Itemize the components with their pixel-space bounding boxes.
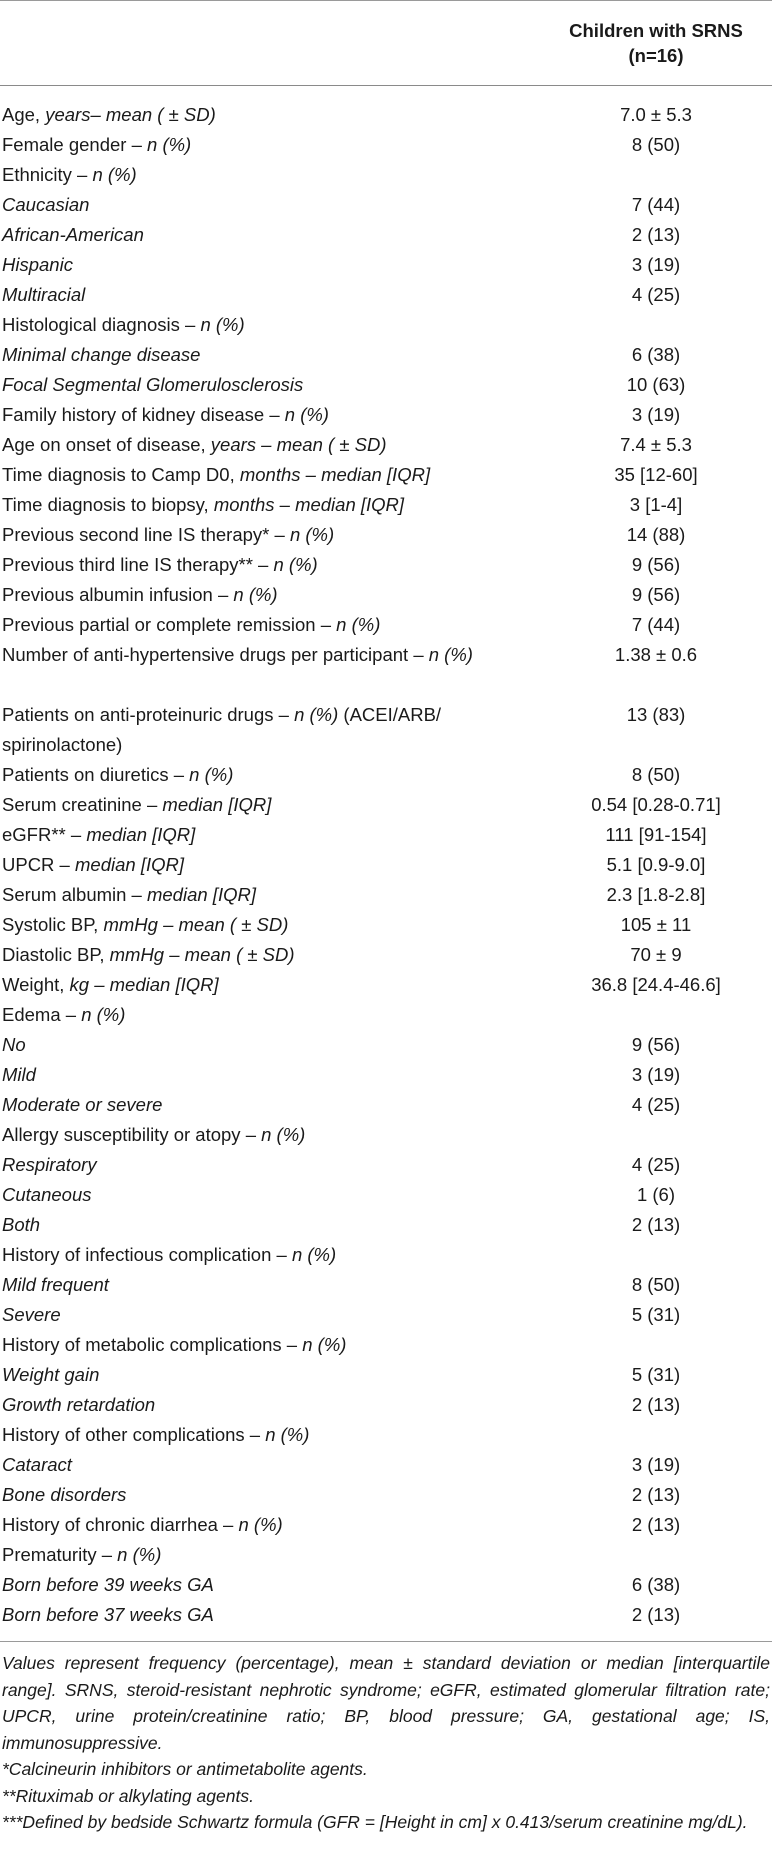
- row-label: [2, 1211, 510, 1238]
- row-label-italic: Focal Segmental Glomerulosclerosis: [2, 374, 304, 395]
- table-row: [0, 611, 772, 641]
- table-row: [0, 461, 772, 491]
- row-label-text: Systolic BP,: [2, 914, 104, 935]
- row-label-italic: mmHg – mean ( ± SD): [109, 944, 295, 965]
- table-row: [0, 791, 772, 821]
- row-label-italic: n (%): [284, 404, 329, 425]
- row-label-text: Edema –: [2, 1004, 82, 1025]
- row-label: [2, 1181, 510, 1208]
- row-value: 7.4 ± 5.3: [620, 434, 692, 455]
- row-label-text: History of chronic diarrhea –: [2, 1514, 239, 1535]
- row-label-italic: months – median [IQR]: [239, 464, 431, 485]
- table-row: [0, 1361, 772, 1391]
- row-label-italic: years – mean ( ± SD): [210, 434, 387, 455]
- row-label-italic: n (%): [92, 164, 137, 185]
- row-label-italic: Hispanic: [2, 254, 73, 275]
- row-label: [2, 221, 510, 248]
- row-label-italic: Weight gain: [2, 1364, 100, 1385]
- table-row: [0, 1421, 772, 1451]
- row-value: 35 [12-60]: [614, 464, 698, 485]
- row-value: 5 (31): [631, 1304, 681, 1325]
- row-label: [2, 851, 510, 878]
- row-label-text: Patients on diuretics –: [2, 764, 190, 785]
- table-row: [0, 191, 772, 221]
- row-value: 7.0 ± 5.3: [620, 104, 692, 125]
- row-value: 2.3 [1.8-2.8]: [606, 884, 706, 905]
- table-row: [0, 641, 772, 701]
- table-row: [0, 701, 772, 761]
- row-label-text: Serum creatinine –: [2, 794, 163, 815]
- row-label-italic: n (%): [291, 1244, 337, 1265]
- row-value: 4 (25): [631, 1154, 681, 1175]
- row-label-italic: Multiracial: [2, 284, 86, 305]
- row-label: [2, 1331, 510, 1358]
- row-label-italic: No: [2, 1034, 26, 1055]
- row-label-text: Previous second line IS therapy* –: [2, 524, 290, 545]
- row-label-italic: Born before 37 weeks GA: [2, 1604, 214, 1625]
- table-footnotes: [2, 1650, 770, 1836]
- row-value: 36.8 [24.4-46.6]: [591, 974, 721, 995]
- row-label: [2, 1391, 510, 1418]
- table-row: [0, 431, 772, 461]
- row-label-italic: n (%): [336, 614, 381, 635]
- row-label: [2, 1001, 510, 1028]
- row-label: [2, 1271, 510, 1298]
- table-row: [0, 491, 772, 521]
- row-label-italic: mmHg – mean ( ± SD): [103, 914, 289, 935]
- row-label-italic: median [IQR]: [86, 824, 196, 845]
- table-row: [0, 131, 772, 161]
- row-value: 2 (13): [631, 224, 681, 245]
- row-label: [2, 311, 510, 338]
- row-label-italic: African-American: [2, 224, 144, 245]
- table-row: [0, 1241, 772, 1271]
- row-label: [2, 371, 510, 398]
- row-value: 8 (50): [631, 134, 681, 155]
- table-row: [0, 251, 772, 281]
- table-row: [0, 581, 772, 611]
- row-value: 70 ± 9: [630, 944, 682, 965]
- row-label-italic: Caucasian: [2, 194, 90, 215]
- table-row: [0, 1541, 772, 1571]
- row-label-italic: n (%): [294, 704, 339, 725]
- row-value: 4 (25): [631, 284, 681, 305]
- table-row: [0, 161, 772, 191]
- footnote-1: *Calcineurin inhibitors or antimetabolite agents.: [2, 1759, 368, 1779]
- row-label: [2, 640, 510, 670]
- row-label-text: History of metabolic complications –: [2, 1334, 303, 1355]
- row-label-italic: Bone disorders: [2, 1484, 127, 1505]
- row-label-suffix: (ACEI/ARB/ spirinolactone): [2, 704, 442, 755]
- row-value: 8 (50): [631, 764, 681, 785]
- row-label: [2, 521, 510, 548]
- row-label-italic: n (%): [302, 1334, 347, 1355]
- row-label: [2, 1601, 510, 1628]
- row-value: 3 [1-4]: [629, 494, 683, 515]
- row-value: 5.1 [0.9-9.0]: [606, 854, 706, 875]
- table-row: [0, 371, 772, 401]
- row-label-text: Weight,: [2, 974, 70, 995]
- footnote-legend: Values represent frequency (percentage), mean ± standard deviation or median [interquartile range]. SRNS, steroid-resistant nephrotic syndrome; eGFR, estimated glomerular filtration rate; UPCR, urine protein/creatinine ratio; BP, blood pressure; GA, gestational age; IS, immunosuppressive.: [2, 1653, 770, 1753]
- row-label-italic: n (%): [265, 1424, 310, 1445]
- table-row: [0, 761, 772, 791]
- row-value: 3 (19): [631, 404, 681, 425]
- row-label-italic: Both: [2, 1214, 41, 1235]
- column-header: [540, 18, 772, 68]
- table-row: [0, 341, 772, 371]
- row-label-italic: Cataract: [2, 1454, 72, 1475]
- table-row: [0, 1451, 772, 1481]
- row-label: [2, 700, 510, 760]
- table-row: [0, 1121, 772, 1151]
- row-label: [2, 941, 510, 968]
- row-label: [2, 1481, 510, 1508]
- table-row: [0, 1271, 772, 1301]
- row-value: 3 (19): [631, 1454, 681, 1475]
- row-label: [2, 881, 510, 908]
- row-label-text: Diastolic BP,: [2, 944, 110, 965]
- row-label-text: Number of anti-hypertensive drugs per participant –: [2, 644, 429, 665]
- table-body: [0, 101, 772, 1631]
- row-label-text: Histological diagnosis –: [2, 314, 201, 335]
- table-row: [0, 881, 772, 911]
- row-label: [2, 791, 510, 818]
- column-header-n: (n=16): [628, 45, 684, 66]
- row-label: [2, 1571, 510, 1598]
- row-label: [2, 491, 510, 518]
- row-label-italic: Cutaneous: [2, 1184, 92, 1205]
- row-label-text: eGFR** –: [2, 824, 87, 845]
- row-label-italic: months – median [IQR]: [213, 494, 405, 515]
- row-value: 2 (13): [631, 1604, 681, 1625]
- row-label: [2, 431, 510, 458]
- row-label-text: Patients on anti-proteinuric drugs –: [2, 704, 295, 725]
- row-label: [2, 341, 510, 368]
- table-row: [0, 281, 772, 311]
- table-row: [0, 1511, 772, 1541]
- row-value: 4 (25): [631, 1094, 681, 1115]
- table-row: [0, 401, 772, 431]
- row-label-italic: years– mean ( ± SD): [45, 104, 216, 125]
- footnote-2: **Rituximab or alkylating agents.: [2, 1785, 254, 1806]
- table-bottom-rule: [0, 1641, 772, 1642]
- row-label-italic: Respiratory: [2, 1154, 97, 1175]
- row-label: [2, 1541, 510, 1568]
- row-value: 9 (56): [631, 554, 681, 575]
- row-value: 7 (44): [631, 194, 681, 215]
- row-value: 105 ± 11: [620, 914, 692, 935]
- table-row: [0, 551, 772, 581]
- table-row: [0, 101, 772, 131]
- row-label-italic: n (%): [233, 584, 278, 605]
- table-row: [0, 971, 772, 1001]
- footnote-3: ***Defined by bedside Schwartz formula (GFR = [Height in cm] x 0.413/serum creatinine mg/dL).: [2, 1812, 748, 1832]
- table-row: [0, 1331, 772, 1361]
- table-row: [0, 941, 772, 971]
- table-row: [0, 521, 772, 551]
- row-label-italic: median [IQR]: [146, 884, 256, 905]
- row-label-italic: n (%): [238, 1514, 283, 1535]
- table-row: [0, 821, 772, 851]
- row-label-italic: Growth retardation: [2, 1394, 156, 1415]
- row-label: [2, 1061, 510, 1088]
- row-label-italic: n (%): [261, 1124, 306, 1145]
- row-value: 2 (13): [631, 1514, 681, 1535]
- row-label: [2, 101, 510, 128]
- table-row: [0, 1031, 772, 1061]
- row-label-italic: n (%): [273, 554, 318, 575]
- row-label: [2, 551, 510, 578]
- table-header: [0, 1, 772, 85]
- row-label-text: Age,: [2, 104, 46, 125]
- row-label: [2, 611, 510, 638]
- row-label: [2, 581, 510, 608]
- row-value: 0.54 [0.28-0.71]: [591, 794, 721, 815]
- row-label-text: Time diagnosis to Camp D0,: [2, 464, 240, 485]
- row-label-text: Ethnicity –: [2, 164, 93, 185]
- row-label: [2, 971, 510, 998]
- row-label-italic: n (%): [189, 764, 234, 785]
- table-row: [0, 1571, 772, 1601]
- row-label: [2, 131, 510, 158]
- row-label-text: Allergy susceptibility or atopy –: [2, 1124, 262, 1145]
- row-label-text: Family history of kidney disease –: [2, 404, 285, 425]
- row-label-text: Age on onset of disease,: [2, 434, 211, 455]
- table-row: [0, 311, 772, 341]
- row-label-text: Previous third line IS therapy** –: [2, 554, 274, 575]
- row-label-text: History of other complications –: [2, 1424, 266, 1445]
- table-row: [0, 1151, 772, 1181]
- row-value: 13 (83): [626, 704, 686, 725]
- row-label: [2, 821, 510, 848]
- row-value: 111 [91-154]: [605, 824, 707, 845]
- table-row: [0, 1391, 772, 1421]
- row-label-text: Female gender –: [2, 134, 148, 155]
- row-label-text: Previous partial or complete remission –: [2, 614, 337, 635]
- row-value: 14 (88): [626, 524, 686, 545]
- table-row: [0, 1091, 772, 1121]
- row-label-italic: Severe: [2, 1304, 61, 1325]
- row-label-italic: n (%): [289, 524, 335, 545]
- row-label-italic: Born before 39 weeks GA: [2, 1574, 214, 1595]
- row-value: 1.38 ± 0.6: [614, 644, 698, 665]
- row-label-italic: kg – median [IQR]: [69, 974, 219, 995]
- row-label-text: Serum albumin –: [2, 884, 147, 905]
- row-value: 9 (56): [631, 1034, 681, 1055]
- row-label-text: Time diagnosis to biopsy,: [2, 494, 214, 515]
- row-label-italic: n (%): [81, 1004, 126, 1025]
- row-label-italic: median [IQR]: [162, 794, 272, 815]
- row-value: 1 (6): [636, 1184, 676, 1205]
- table-row: [0, 1211, 772, 1241]
- row-value: 7 (44): [631, 614, 681, 635]
- row-label: [2, 1121, 510, 1148]
- table-row: [0, 1181, 772, 1211]
- row-value: 9 (56): [631, 584, 681, 605]
- row-label: [2, 1301, 510, 1328]
- table-row: [0, 911, 772, 941]
- row-label: [2, 761, 510, 788]
- row-label: [2, 1241, 510, 1268]
- row-label-italic: n (%): [200, 314, 245, 335]
- row-label-text: History of infectious complication –: [2, 1244, 292, 1265]
- row-label: [2, 191, 510, 218]
- row-value: 6 (38): [631, 344, 681, 365]
- row-value: 2 (13): [631, 1484, 681, 1505]
- table-row: [0, 851, 772, 881]
- row-label: [2, 461, 510, 488]
- row-label-text: Previous albumin infusion –: [2, 584, 234, 605]
- table-row: [0, 1481, 772, 1511]
- row-label-italic: Minimal change disease: [2, 344, 201, 365]
- row-label: [2, 1091, 510, 1118]
- column-header-title: Children with SRNS: [569, 20, 743, 41]
- row-label-italic: n (%): [428, 644, 473, 665]
- row-value: 6 (38): [631, 1574, 681, 1595]
- row-value: 2 (13): [631, 1394, 681, 1415]
- row-label-italic: n (%): [117, 1544, 162, 1565]
- row-label-italic: Mild: [2, 1064, 36, 1085]
- row-label: [2, 401, 510, 428]
- row-value: 8 (50): [631, 1274, 681, 1295]
- row-label-italic: Moderate or severe: [2, 1094, 163, 1115]
- row-label: [2, 1361, 510, 1388]
- row-value: 2 (13): [631, 1214, 681, 1235]
- row-label: [2, 1451, 510, 1478]
- row-value: 5 (31): [631, 1364, 681, 1385]
- row-value: 3 (19): [631, 254, 681, 275]
- row-label: [2, 1511, 510, 1538]
- row-label: [2, 911, 510, 938]
- row-label-text: Prematurity –: [2, 1544, 118, 1565]
- row-label: [2, 251, 510, 278]
- table-row: [0, 1601, 772, 1631]
- row-label: [2, 281, 510, 308]
- row-value: 10 (63): [626, 374, 686, 395]
- table-row: [0, 1061, 772, 1091]
- row-label: [2, 1031, 510, 1058]
- table-row: [0, 221, 772, 251]
- row-label: [2, 161, 510, 188]
- table-row: [0, 1001, 772, 1031]
- row-label-text: UPCR –: [2, 854, 75, 875]
- row-label: [2, 1151, 510, 1178]
- row-value: 3 (19): [631, 1064, 681, 1085]
- row-label-italic: n (%): [147, 134, 192, 155]
- row-label-italic: Mild frequent: [2, 1274, 109, 1295]
- row-label: [2, 1421, 510, 1448]
- table-row: [0, 1301, 772, 1331]
- row-label-italic: median [IQR]: [75, 854, 184, 875]
- header-rule: [0, 85, 772, 86]
